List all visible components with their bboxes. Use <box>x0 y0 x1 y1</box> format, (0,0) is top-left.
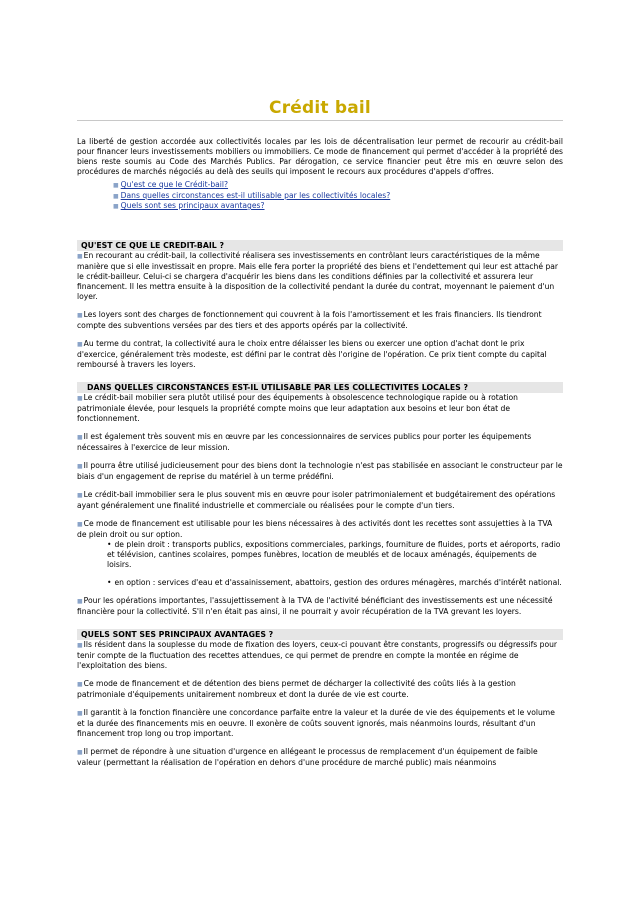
title-divider <box>77 120 563 121</box>
bullet-icon: ■ <box>77 433 83 441</box>
paragraph: ■Il permet de répondre à une situation d'urgence en allégeant le processus de remplacement d'un équipement de faible valeur (permettant la réalisation de l'opération en dehors d'une procédure de marché public) mais néanmoins <box>77 746 538 767</box>
paragraph: ■En recourant au crédit-bail, la collectivité réalisera ses investissements en contrôlant leurs caractéristiques de la même manière que si elle investissait en propre. Mais elle fera porter la propriété des biens et l'endettement qui leur est attaché par le crédit-bailleur. Celui-ci se chargera d'acquérir les biens dans les conditions définies par la collectivité et assurera leur financement. Il les mettra ensuite à la disposition de la collectivité pendant la durée du contrat, moyennant le paiement d'un loyer. <box>77 250 559 301</box>
bullet-icon: • <box>107 539 112 549</box>
bullet-icon: ■ <box>77 680 83 688</box>
paragraph: ■Il garantit à la fonction financière une concordance parfaite entre la valeur et la durée de vie des équipements et le volume et la durée des financements mis en oeuvre. Il exonère de coûts souvent ignorés, mais néanmoins lourds, résultant d'un financement trop long ou trop important. <box>77 707 555 738</box>
toc-item <box>113 201 563 212</box>
bullet-icon: ■ <box>77 491 83 499</box>
paragraph: ■Ce mode de financement est utilisable pour les biens nécessaires à des activités dont les recettes sont assujetties à la TVA de plein droit ou sur option. <box>77 518 553 539</box>
bullet-icon: ■ <box>113 192 119 200</box>
bullet-icon: ■ <box>113 203 119 210</box>
table-of-contents <box>113 180 563 212</box>
toc-link-advantages[interactable]: Quels sont ses principaux avantages? <box>120 201 265 210</box>
list-item: • de plein droit : transports publics, expositions commerciales, parkings, fourniture de fluides, ports et aéroports, radio et télévision, cantines scolaires, pompes funèbres, location de meublés et de locaux aménagés, équipements de loisirs. <box>107 539 561 569</box>
list-item: • en option : services d'eau et d'assainissement, abattoirs, gestion des ordures ménagères, marchés d'intérêt national. <box>107 577 562 587</box>
toc-link-circumstances[interactable]: Dans quelles circonstances est-il utilisable par les collectivités locales? <box>120 190 391 200</box>
bullet-icon: ■ <box>77 394 83 402</box>
paragraph: ■Il est également très souvent mis en œuvre par les concessionnaires de services publics pour porter les équipements nécessaires à l'exercice de leur mission. <box>77 431 532 452</box>
section-heading-circumstances: DANS QUELLES CIRCONSTANCES EST-IL UTILISABLE PAR LES COLLECTIVITES LOCALES ? <box>77 382 563 393</box>
paragraph: ■Ce mode de financement et de détention des biens permet de décharger la collectivité des coûts liés à la gestion patrimoniale d'équipements unitairement nombreux et dont la durée de vie est courte. <box>77 678 516 699</box>
paragraph: ■Pour les opérations importantes, l'assujettissement à la TVA de l'activité bénéficiant des investissements est une nécessité financière pour la collectivité. S'il n'en était pas ainsi, il ne pourrait y avoir récupération de la TVA grevant les loyers. <box>77 595 553 616</box>
page-title: Crédit bail <box>269 98 371 118</box>
paragraph: ■Les loyers sont des charges de fonctionnement qui couvrent à la fois l'amortissement et les frais financiers. Ils tiendront compte des subventions versées par des tiers et des apports opérés par la collectivité. <box>77 309 542 330</box>
bullet-icon: ■ <box>77 641 83 649</box>
bullet-icon: ■ <box>77 340 83 348</box>
bullet-icon: ■ <box>77 709 83 717</box>
paragraph: ■Au terme du contrat, la collectivité aura le choix entre délaisser les biens ou exercer une option d'achat dont le prix d'exercice, généralement très modeste, est défini par le contrat dès l'origine de l'opération. Ce prix tient compte du capital remboursé à travers les loyers. <box>77 338 547 369</box>
bullet-icon: • <box>107 577 112 587</box>
bullet-icon: ■ <box>77 462 83 470</box>
paragraph: ■Ils résident dans la souplesse du mode de fixation des loyers, ceux-ci pouvant être constants, progressifs ou dégressifs pour tenir compte de la fluctuation des recettes attendues, ce qui permet de prendre en compte la montée en régime de l'exploitation des biens. <box>77 639 558 670</box>
bullet-icon: ■ <box>77 311 83 319</box>
paragraph: ■Le crédit-bail immobilier sera le plus souvent mis en œuvre pour isoler patrimonialement et budgétairement des opérations ayant généralement une finalité industrielle et commerciale ou réalisées pour le compte d'un tiers. <box>77 489 556 510</box>
vat-list <box>107 540 563 588</box>
section-heading-advantages: QUELS SONT SES PRINCIPAUX AVANTAGES ? <box>77 629 563 640</box>
paragraph: ■Il pourra être utilisé judicieusement pour des biens dont la technologie n'est pas stabilisée en associant le constructeur par le biais d'un engagement de reprise du matériel à un terme prédéfini. <box>77 460 563 481</box>
section-heading-definition: QU'EST CE QUE LE CREDIT-BAIL ? <box>77 240 563 251</box>
paragraph: ■Le crédit-bail mobilier sera plutôt utilisé pour des équipements à obsolescence technologique rapide ou à rotation patrimoniale élevée, pour lesquels la propriété compte moins que leur adaptation aux besoins et leur bon état de fonctionnement. <box>77 392 518 423</box>
toc-item <box>113 180 563 191</box>
intro-paragraph: La liberté de gestion accordée aux collectivités locales par les lois de décentralisation leur permet de recourir au crédit-bail pour financer leurs investissements mobiliers ou immobiliers. Ce mode de financement qui permet d'accéder à la propriété des biens reste soumis au Code des Marchés Publics. Par dérogation, ce service financier peut être mis en œuvre selon des procédures de marchés négociés au delà des seuils qui imposent le recours aux procédures d'appels d'offres. <box>77 137 563 176</box>
bullet-icon: ■ <box>77 252 83 260</box>
bullet-icon: ■ <box>113 182 119 189</box>
toc-link-definition[interactable]: Qu'est ce que le Crédit-bail? <box>120 180 229 189</box>
bullet-icon: ■ <box>77 520 83 528</box>
bullet-icon: ■ <box>77 597 83 605</box>
document-page <box>77 0 563 768</box>
bullet-icon: ■ <box>77 748 83 756</box>
toc-item <box>113 191 563 202</box>
